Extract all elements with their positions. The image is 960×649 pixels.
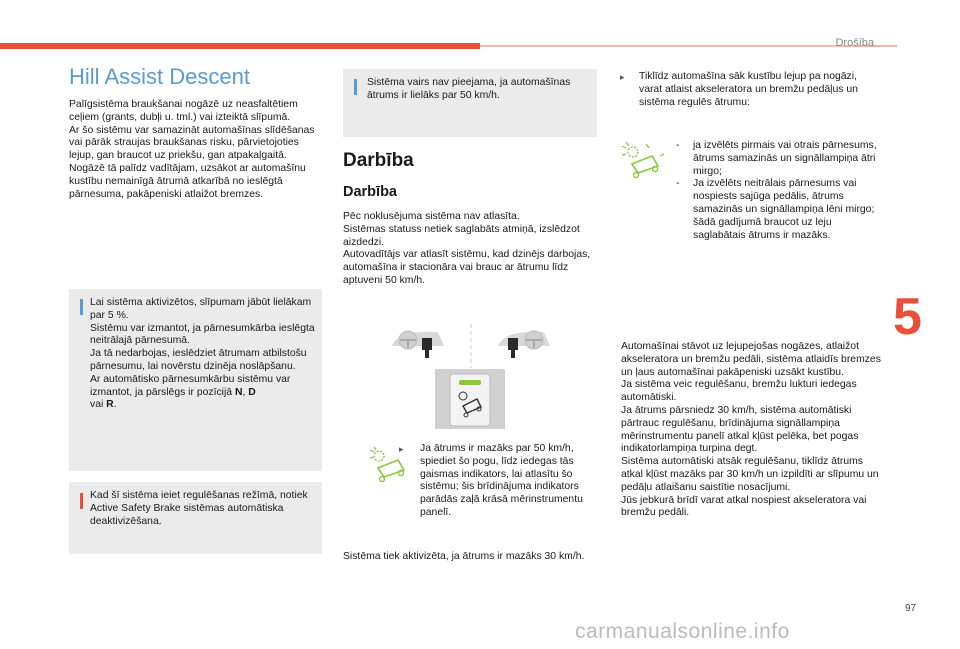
activation-note: Sistēma tiek aktivizēta, ja ātrums ir mazāks 30 km/h. (343, 551, 585, 562)
header-accent-bar (0, 43, 480, 49)
button-instruction-text: Ja ātrums ir mazāks par 50 km/h, spiediet šo pogu, līdz iedegas tās gaismas indikators, lai atlasītu šo sistēmu; šis brīdinājuma indikators parādās zaļā krāsā mērinstrumentu panelī. (420, 443, 583, 518)
warning-icon (80, 493, 83, 509)
info-icon (80, 299, 83, 315)
info-box-activation (69, 289, 322, 471)
regulation-body: Automašīnai stāvot uz lejupejošas nogāzes, atlaižot akseleratora un bremžu pedāli, sistēma atlaidīs bremzes un ļaus automašīnai pakāpeniski uzsākt kustību. Ja sistēma veic regulēšanu, bremžu lukturi iedegas automātiski. Ja ātrums pārsniedz 30 km/h, sistēma automātiski pārtrauc regulēšanu, brīdinājuma signāllampiņa mērinstrumentu panelī atkal kļūst pelēka, bet pogas indikatorlampiņa turpina degt. Sistēma automātiski atsāk regulēšanu, tiklīdz ātrums atkal kļūst mazāks par 30 km/h un izpildīti ar slīpumu un pedāļu atlaišanu saistītie nosacījumi. Jūs jebkurā brīdī varat atkal nospiest akseleratora vai bremžu pedāli. (621, 341, 881, 519)
dashboard-illustration (388, 322, 554, 370)
info-speed-text: Sistēma vairs nav pieejama, ja automašīnas ātrums ir lielāks par 50 km/h. (367, 77, 571, 101)
info-box-speed (343, 69, 597, 137)
arrow-bullet-icon: ▸ (620, 72, 625, 82)
list-item: - Ja izvēlēts neitrālais pārnesums vai nospiests sajūga pedālis, ātrums samazinās un signāllampiņa lēni mirgo; šādā gadījumā braucot uz leju saglabātais ātrums ir mazāks. (676, 178, 886, 242)
info-activation-text: Lai sistēma aktivizētos, slīpumam jābūt lielākam par 5 %. Sistēmu var izmantot, ja pārnesumkārba ieslēgta neitrālajā pārnesumā. Ja tā nedarbojas, ieslēdziet ātrumam atbilstošu pārnesumu, lai novērstu dzinēja noslāpšanu. Ar automātisko pārnesumkārbu sistēmu var izmantot, ja pārslēgs ir pozīcijā N, D vai R. (90, 297, 315, 411)
page-title: Hill Assist Descent (69, 64, 250, 89)
operation-text: Pēc noklusējuma sistēma nav atlasīta. Sistēmas statuss netiek saglabāts atmiņā, izslēdzot aizdedzi. Autovadītājs var atlasīt sistēmu, kad dzinējs darbojas, automašīna ir stacionāra vai brauc ar ātrumu līdz aptuveni 50 km/h. (343, 211, 591, 286)
gear-d: D (248, 386, 256, 398)
list-item: - ja izvēlēts pirmais vai otrais pārnesums, ātrums samazinās un signāllampiņa ātri mirgo; (676, 140, 886, 178)
regulation-intro: Tiklīdz automašīna sāk kustību lejup pa nogāzi, varat atlaist akseleratora un bremžu pedāļus un sistēma regulēs ātrumu: (639, 71, 858, 108)
info-icon (354, 79, 357, 95)
chapter-tab: 5 (893, 288, 922, 346)
hill-descent-indicator-icon (368, 446, 414, 482)
hill-descent-button-icon (435, 369, 505, 429)
arrow-bullet-icon: ▸ (399, 444, 404, 454)
header-rule (480, 45, 897, 47)
regulation-dash-list (676, 140, 886, 242)
hill-descent-indicator-icon (620, 140, 670, 180)
gear-r: R (106, 399, 114, 411)
gear-n: N (234, 386, 243, 398)
page-number: 97 (905, 603, 917, 614)
warning-box (69, 482, 322, 554)
warning-text: Kad šī sistēma ieiet regulēšanas režīmā, notiek Active Safety Brake sistēmas automātiska deaktivizēšana. (90, 490, 308, 527)
sub-heading: Darbība (343, 184, 397, 200)
section-heading: Darbība (343, 150, 414, 171)
watermark: carmanualsonline.info (575, 620, 790, 643)
section-title: Drošība (835, 37, 874, 49)
intro-text: Palīgsistēma braukšanai nogāzē uz neasfaltētiem ceļiem (grants, dubļi u. tml.) vai izteiktā slīpumā. Ar šo sistēmu var samazināt automašīnas slīdēšanas vai pārāk straujas braukšanas risku, pārvietojoties lejup, gan braucot uz priekšu, gan atpakaļgaitā. Nogāzē tā palīdz vadītājam, uzsākot ar automašīnu kustību nemainīgā ātrumā atkarībā no ieslēgtā pārnesuma, pakāpeniski atlaižot bremzes. (69, 99, 315, 200)
